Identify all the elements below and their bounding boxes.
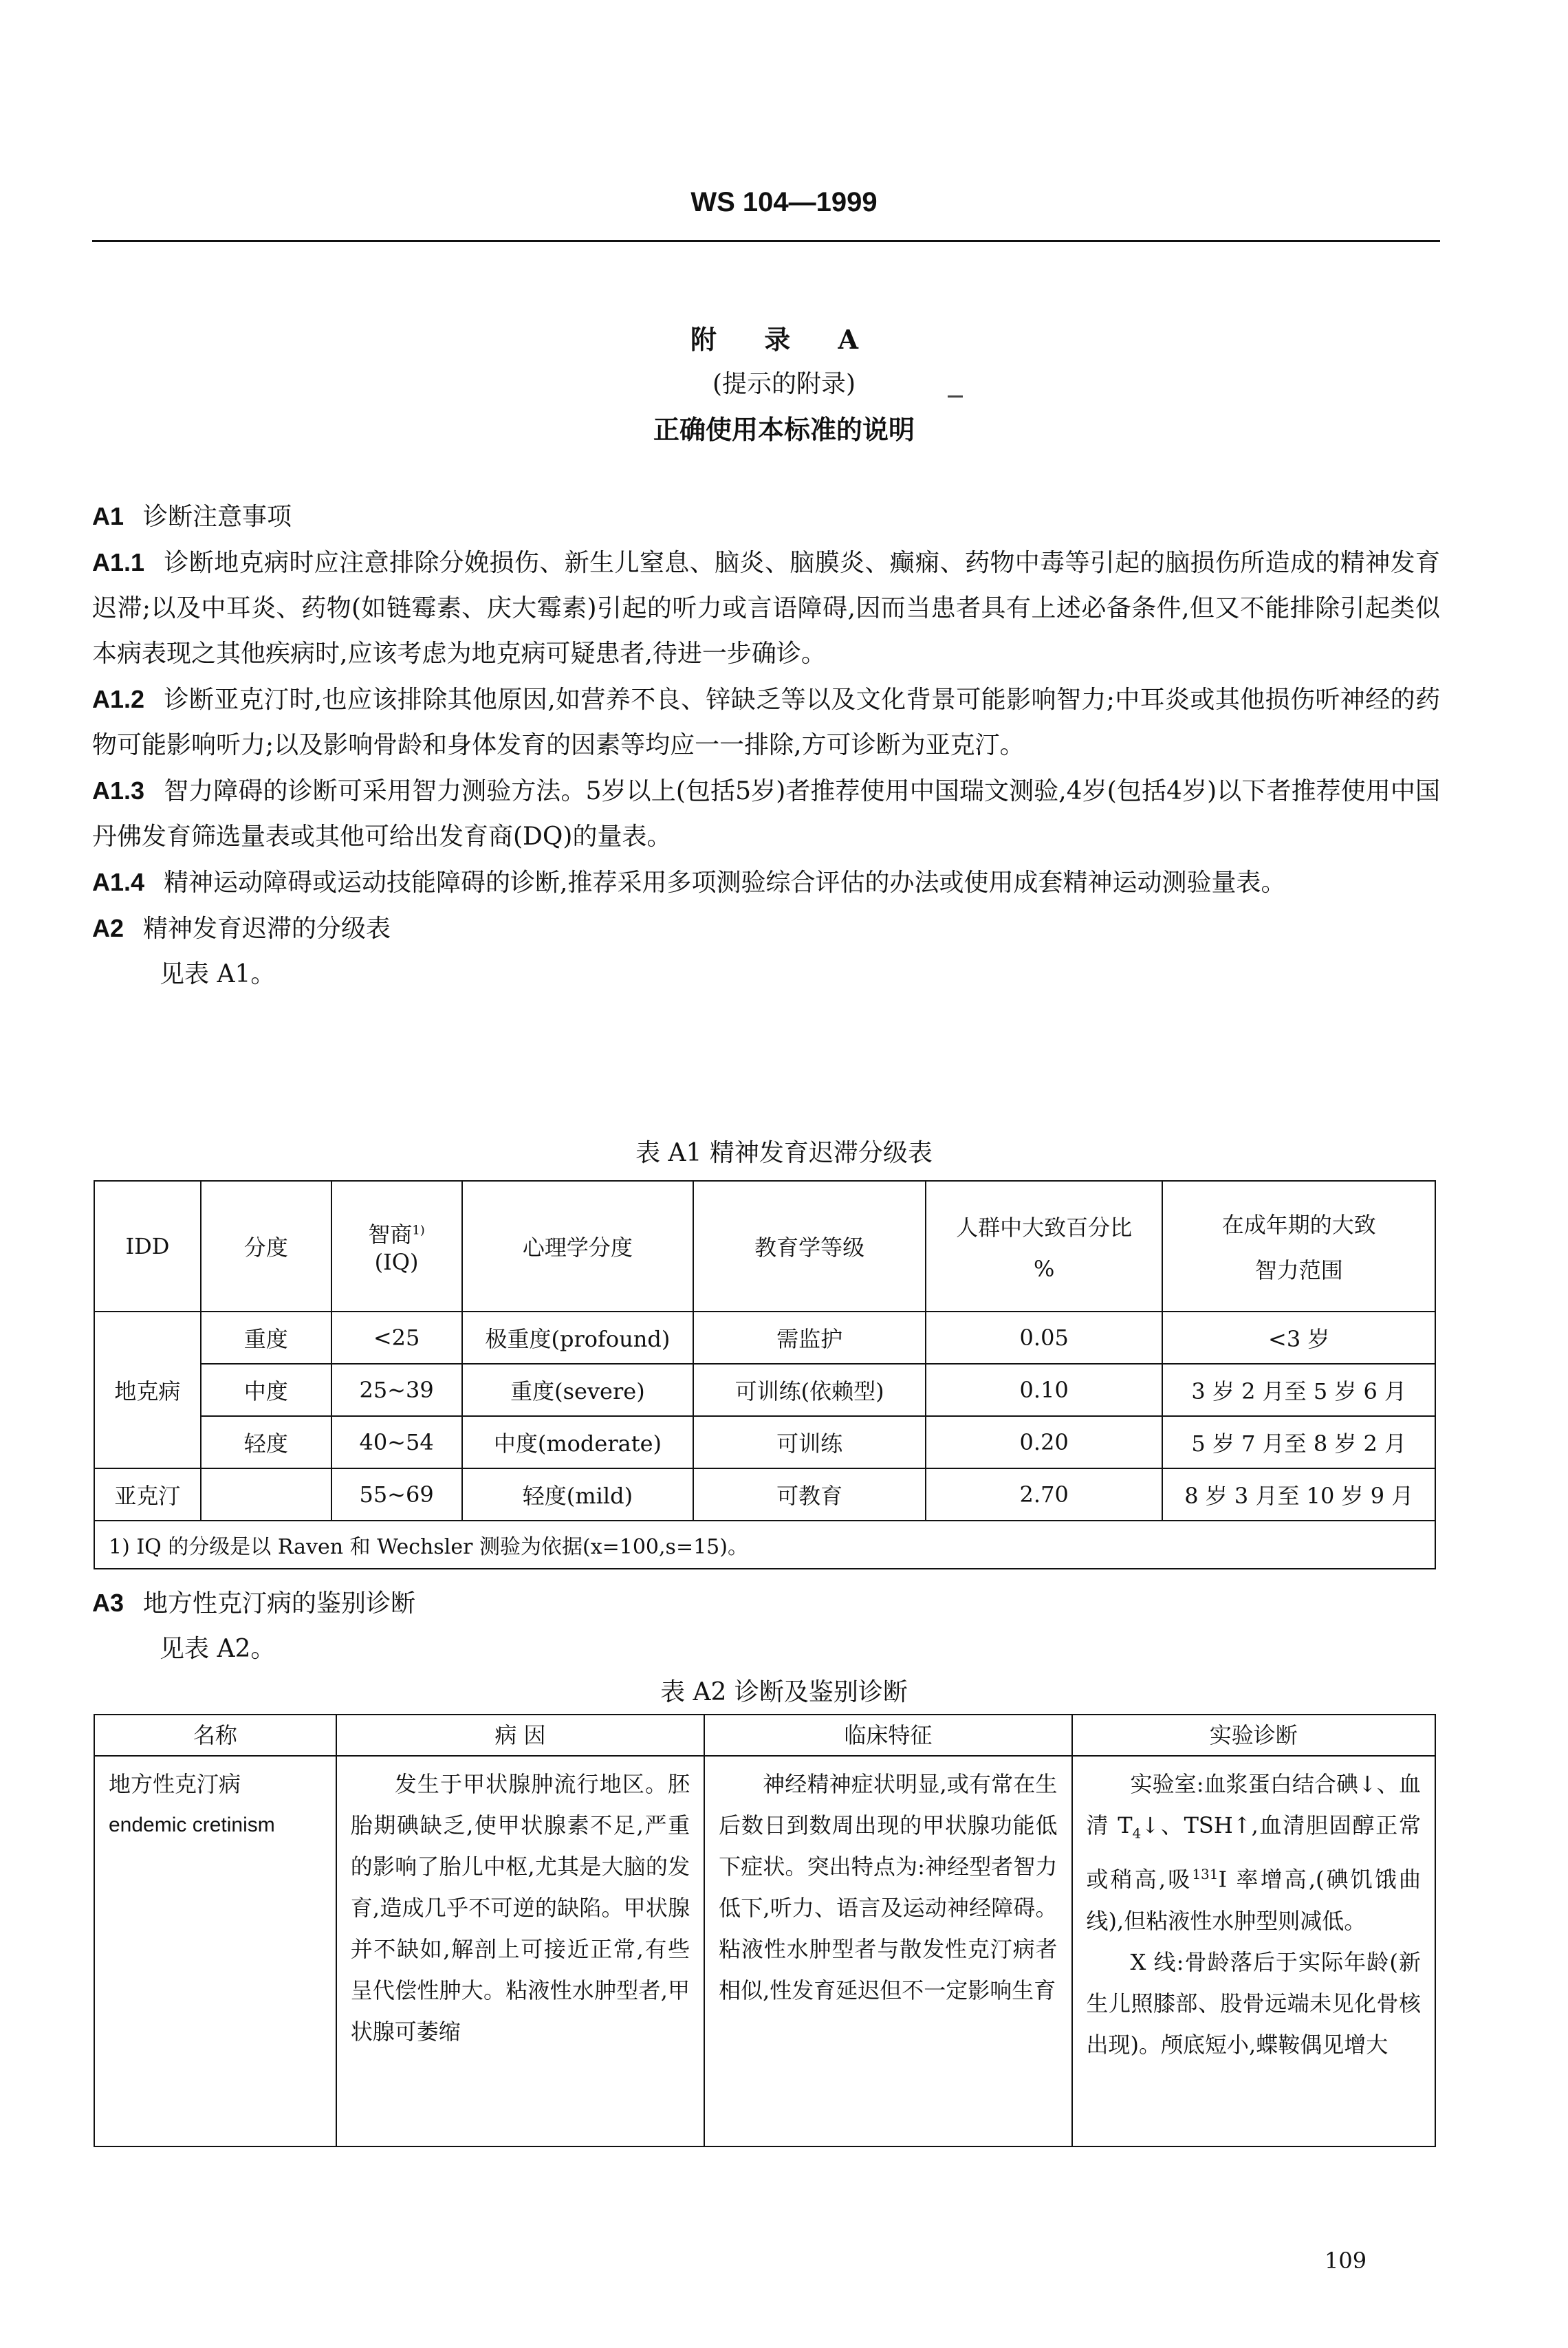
group-label: 亚克汀 — [94, 1468, 201, 1521]
clinical-text: 神经精神症状明显,或有常在生后数日到数周出现的甲状腺功能低下症状。突出特点为:神经型者智力低下,听力、语言及运动神经障碍。粘液性水肿型者与散发性克汀病者相似,性发育延迟但不一定影响生育 — [719, 1771, 1058, 2003]
table-footnote: 1) IQ 的分级是以 Raven 和 Wechsler 测验为依据(x=100,s=15)。 — [94, 1521, 1435, 1569]
cell-grade: 中度 — [201, 1364, 331, 1416]
header-iq — [331, 1181, 462, 1312]
footnote-marker: 1) — [412, 1223, 425, 1238]
table-row — [94, 1756, 1435, 2146]
subscript: 4 — [1132, 1825, 1142, 1842]
table-row — [94, 1468, 1435, 1521]
paragraph-a1-2 — [92, 677, 1440, 768]
table-row — [94, 1416, 1435, 1468]
cell-iq: 25~39 — [331, 1364, 462, 1416]
cell-edu: 可训练(依赖型) — [693, 1364, 926, 1416]
header-clinical: 临床特征 — [704, 1715, 1071, 1756]
appendix-main-title: 正确使用本标准的说明 — [653, 414, 915, 445]
cell-edu: 可教育 — [693, 1468, 926, 1521]
lab-text-part: ↓、TSH↑,血清胆固醇正常或稍高,吸 — [1086, 1812, 1421, 1893]
cell-grade: 重度 — [201, 1312, 331, 1364]
cell-iq: 40~54 — [331, 1416, 462, 1468]
section-title: 精神发育迟滞的分级表 — [143, 915, 391, 943]
appendix-subtitle: (提示的附录) — [712, 370, 856, 398]
header-lab: 实验诊断 — [1072, 1715, 1435, 1756]
section-title: 地方性克汀病的鉴别诊断 — [143, 1589, 416, 1618]
section-id: A2 — [92, 914, 124, 942]
header-adult — [1162, 1181, 1435, 1312]
header-pct-label: 人群中大致百分比 — [956, 1215, 1133, 1241]
cell-iq: 55~69 — [331, 1468, 462, 1521]
header-rule — [92, 240, 1440, 242]
paragraph-text: 精神运动障碍或运动技能障碍的诊断,推荐采用多项测验综合评估的办法或使用成套精神运动测验量表。 — [164, 869, 1286, 897]
standard-number: WS 104—1999 — [690, 187, 878, 217]
name-english: endemic cretinism — [109, 1814, 275, 1836]
see-table-a2: 见表 A2。 — [160, 1635, 276, 1663]
cell-adult: 5 岁 7 月至 8 岁 2 月 — [1162, 1416, 1435, 1468]
cell-pct: 0.05 — [926, 1312, 1163, 1364]
section-id: A1.2 — [92, 685, 145, 713]
table-header-row — [94, 1715, 1435, 1756]
paragraph-a1-3 — [92, 768, 1440, 860]
body-section-a3 — [92, 1580, 1440, 1672]
lab-text-1 — [1087, 1763, 1421, 1942]
scan-mark — [948, 395, 963, 398]
cell-adult: 3 岁 2 月至 5 岁 6 月 — [1162, 1364, 1435, 1416]
header-iq-abbr: (IQ) — [374, 1249, 419, 1275]
cell-edu: 需监护 — [693, 1312, 926, 1364]
header-iq-label: 智商 — [368, 1221, 413, 1248]
cell-psych: 极重度(profound) — [462, 1312, 694, 1364]
section-id: A1.4 — [92, 868, 145, 896]
cell-cause — [336, 1756, 704, 2146]
name-chinese: 地方性克汀病 — [109, 1771, 241, 1797]
paragraph-text: 诊断亚克汀时,也应该排除其他原因,如营养不良、锌缺乏等以及文化背景可能影响智力;中耳炎或其他损伤听神经的药物可能影响听力;以及影响骨龄和身体发育的因素等均应一一排除,方可诊断为亚克汀。 — [92, 686, 1440, 759]
cell-pct: 0.20 — [926, 1416, 1163, 1468]
body-section-a1 — [92, 494, 1440, 997]
paragraph-text: 诊断地克病时应注意排除分娩损伤、新生儿窒息、脑炎、脑膜炎、癫痫、药物中毒等引起的脑损伤所造成的精神发育迟滞;以及中耳炎、药物(如链霉素、庆大霉素)引起的听力或言语障碍,因而当患者具有上述必备条件,但又不能排除引起类似本病表现之其他疾病时,应该考虑为地克病可疑患者,待进一步确诊。 — [92, 549, 1440, 668]
section-id: A3 — [92, 1589, 124, 1617]
table-note-row — [94, 1521, 1435, 1569]
cell-pct: 2.70 — [926, 1468, 1163, 1521]
section-id: A1.3 — [92, 776, 145, 805]
header-idd: IDD — [94, 1181, 201, 1312]
table-a2-caption: 表 A2 诊断及鉴别诊断 — [660, 1678, 908, 1706]
see-table-a1: 见表 A1。 — [160, 960, 276, 988]
section-title: 诊断注意事项 — [143, 503, 292, 531]
section-id: A1.1 — [92, 548, 145, 576]
table-header-row — [94, 1181, 1435, 1312]
superscript: 131 — [1192, 1866, 1219, 1883]
cell-psych: 重度(severe) — [462, 1364, 694, 1416]
header-adult-line1: 在成年期的大致 — [1221, 1212, 1376, 1238]
lab-text-2: X 线:骨龄落后于实际年龄(新生儿照膝部、股骨远端未见化骨核出现)。颅底短小,蝶鞍偶见增大 — [1086, 1949, 1421, 2058]
header-pct-unit: % — [1033, 1256, 1055, 1282]
cell-psych: 轻度(mild) — [462, 1468, 694, 1521]
section-id: A1 — [92, 502, 124, 530]
cell-clinical — [704, 1756, 1071, 2146]
cell-pct: 0.10 — [926, 1364, 1163, 1416]
header-pct — [926, 1181, 1163, 1312]
section-a2-heading — [92, 906, 1440, 952]
cell-adult: 8 岁 3 月至 10 岁 9 月 — [1162, 1468, 1435, 1521]
header-cause: 病 因 — [336, 1715, 704, 1756]
section-a3-heading — [92, 1580, 1440, 1627]
paragraph-a1-4 — [92, 860, 1440, 906]
lab-text-part: 实验室:血浆蛋白结合碘↓、血清 T — [1086, 1771, 1421, 1838]
section-a1-heading — [92, 494, 1440, 540]
table-a2 — [94, 1714, 1436, 2147]
cell-psych: 中度(moderate) — [462, 1416, 694, 1468]
table-row — [94, 1364, 1435, 1416]
cause-text: 发生于甲状腺肿流行地区。胚胎期碘缺乏,使甲状腺素不足,严重的影响了胎儿中枢,尤其是大脑的发育,造成几乎不可逆的缺陷。甲状腺并不缺如,解剖上可接近正常,有些呈代偿性肿大。粘液性水肿型者,甲状腺可萎缩 — [350, 1771, 690, 2045]
header-psych: 心理学分度 — [462, 1181, 694, 1312]
group-label: 地克病 — [94, 1312, 201, 1468]
paragraph-text: 智力障碍的诊断可采用智力测验方法。5岁以上(包括5岁)者推荐使用中国瑞文测验,4岁(包括4岁)以下者推荐使用中国丹佛发育筛选量表或其他可给出发育商(DQ)的量表。 — [92, 777, 1440, 851]
header-name: 名称 — [94, 1715, 336, 1756]
paragraph-a1-1 — [92, 540, 1440, 677]
cell-name — [94, 1756, 336, 2146]
header-edu: 教育学等级 — [693, 1181, 926, 1312]
page-number: 109 — [1325, 2248, 1367, 2274]
cell-adult: <3 岁 — [1162, 1312, 1435, 1364]
cell-edu: 可训练 — [693, 1416, 926, 1468]
cell-lab — [1072, 1756, 1435, 2146]
table-a1 — [94, 1180, 1436, 1569]
cell-iq: <25 — [331, 1312, 462, 1364]
table-row — [94, 1312, 1435, 1364]
cell-grade — [201, 1468, 331, 1521]
header-grade: 分度 — [201, 1181, 331, 1312]
lab-text-part: I 率增高,(碘饥饿曲线),但粘液性水肿型则减低。 — [1086, 1867, 1421, 1935]
header-adult-line2: 智力范围 — [1254, 1257, 1343, 1283]
table-a1-caption: 表 A1 精神发育迟滞分级表 — [635, 1139, 933, 1167]
appendix-title: 附 录 A — [690, 324, 878, 355]
cell-grade: 轻度 — [201, 1416, 331, 1468]
